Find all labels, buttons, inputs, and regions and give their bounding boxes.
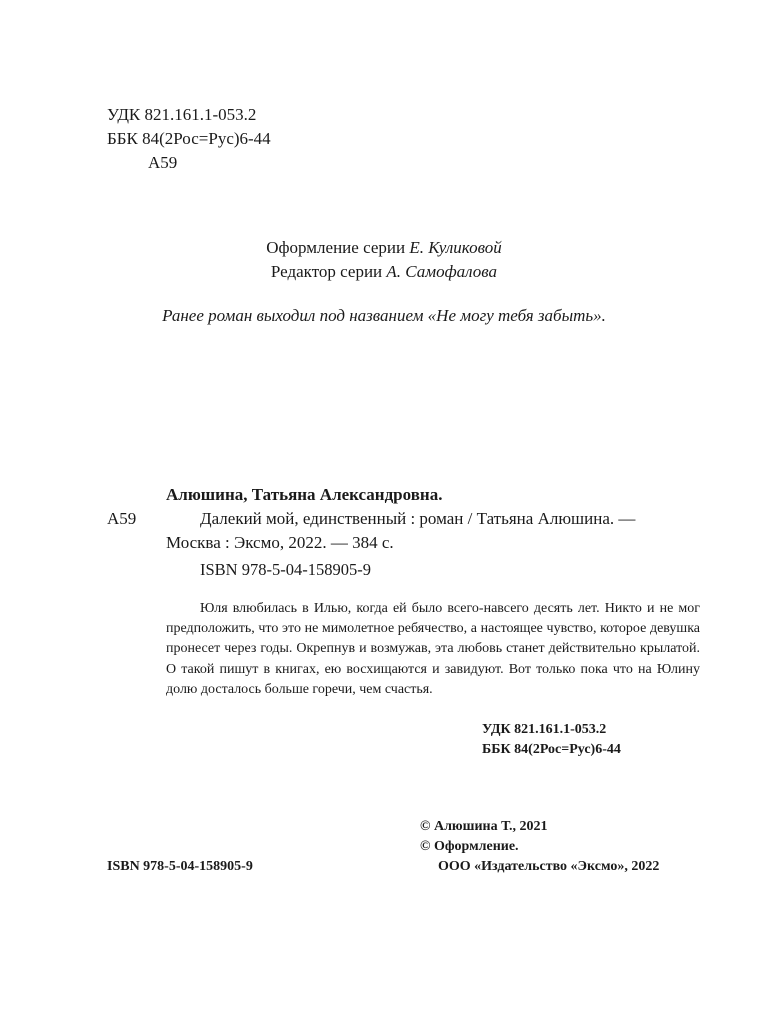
catalog-description-line2: Москва : Эксмо, 2022. — 384 с. <box>166 533 394 552</box>
copyright-design: © Оформление. <box>420 839 519 854</box>
series-design-credit <box>0 237 768 259</box>
copyright-author: © Алюшина Т., 2021 <box>420 819 548 834</box>
author-mark-top: А59 <box>148 153 178 172</box>
copyright-publisher: ООО «Издательство «Эксмо», 2022 <box>438 859 660 874</box>
catalog-isbn: ISBN 978-5-04-158905-9 <box>200 560 371 579</box>
editor-label: Редактор серии <box>270 262 387 281</box>
design-name: Е. Куликовой <box>409 238 502 257</box>
bbk-code-top: ББК 84(2Рос=Рус)6-44 <box>107 129 271 148</box>
previous-title-note: Ранее роман выходил под названием «Не могу тебя забыть». <box>162 306 606 325</box>
udk-code-card: УДК 821.161.1-053.2 <box>482 722 607 737</box>
catalog-description-line1: Далекий мой, единственный : роман / Татьяна Алюшина. — <box>200 509 636 528</box>
author-name: Алюшина, Татьяна Александровна. <box>166 485 443 504</box>
editor-name: А. Самофалова <box>386 262 498 281</box>
udk-code-top: УДК 821.161.1-053.2 <box>107 105 257 124</box>
book-annotation: Юля влюбилась в Илью, когда ей было всего-навсего десять лет. Никто и не мог предположить, что это не мимолетное ребячество, а настоящее чувство, которое девушка пронесет через годы. Окрепнув и возмужав, эта любовь станет действительно крылатой. О такой пишут в книгах, ею восхищаются и завидуют. Вот только пока что на Юлину долю досталось больше горечи, чем счастья. <box>166 601 700 697</box>
series-editor-credit <box>0 261 768 283</box>
design-label: Оформление серии <box>266 238 410 257</box>
isbn-bottom: ISBN 978-5-04-158905-9 <box>107 859 253 874</box>
bbk-code-card: ББК 84(2Рос=Рус)6-44 <box>482 742 621 757</box>
author-mark: А59 <box>107 509 137 528</box>
